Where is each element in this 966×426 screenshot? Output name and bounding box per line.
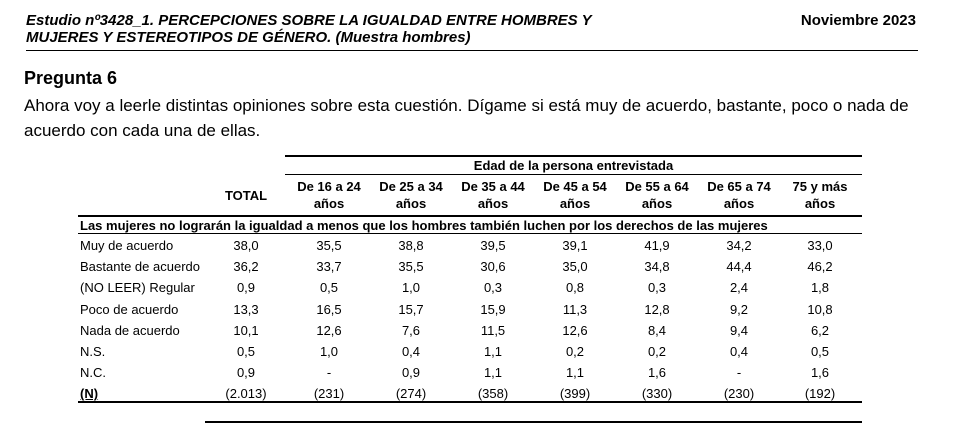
row-value: 9,4	[729, 322, 749, 338]
row-label: (NO LEER) Regular	[80, 280, 195, 296]
n-row-value: (358)	[477, 386, 509, 402]
age-header-1-line-2: años	[313, 196, 345, 211]
document-header	[26, 10, 918, 51]
age-header-6-line-2: años	[723, 196, 755, 211]
row-label: Bastante de acuerdo	[80, 259, 200, 275]
row-value: 35,5	[398, 259, 424, 275]
n-row-value: (230)	[723, 386, 755, 402]
row-value: 1,1	[483, 365, 503, 381]
question-text: Ahora voy a leerle distintas opiniones sobre esta cuestión. Dígame si está muy de acuerdo, bastante, poco o nada de acuerdo con cada una de ellas.	[24, 96, 909, 140]
row-value: 0,9	[236, 280, 256, 296]
study-title	[26, 12, 666, 46]
row-value: 8,4	[647, 322, 667, 338]
group-header: Edad de la persona entrevistada	[473, 158, 674, 173]
total-header: TOTAL	[224, 188, 268, 203]
row-value: -	[736, 365, 742, 381]
age-header-4-line-1: De 45 a 54	[543, 179, 607, 194]
row-value: 0,3	[647, 280, 667, 296]
section-underline	[78, 233, 862, 234]
row-value: 1,0	[401, 280, 421, 296]
row-label: Nada de acuerdo	[80, 322, 180, 338]
row-value: 6,2	[810, 322, 830, 338]
row-value: 13,3	[233, 301, 259, 317]
row-value: 11,3	[562, 301, 588, 317]
n-row-value: (231)	[313, 386, 345, 402]
row-value: 39,5	[480, 238, 506, 253]
next-table-top-rule	[205, 421, 862, 423]
row-label: N.C.	[80, 365, 106, 381]
row-value: 1,6	[647, 365, 667, 381]
row-value: 41,9	[644, 238, 670, 253]
row-value: 1,1	[565, 365, 585, 381]
row-value: 15,9	[480, 301, 506, 317]
row-value: 0,5	[810, 344, 830, 359]
row-value: 33,7	[316, 259, 342, 275]
row-value: 2,4	[729, 280, 749, 296]
row-value: 0,4	[401, 344, 421, 359]
row-value: 0,9	[236, 365, 256, 381]
row-value: 38,0	[233, 238, 259, 253]
row-label: N.S.	[80, 344, 106, 359]
n-row-label: (N)	[80, 386, 99, 402]
row-label: Poco de acuerdo	[80, 301, 179, 317]
age-header-4-line-2: años	[559, 196, 591, 211]
row-value: 16,5	[316, 301, 342, 317]
study-title-line-2: MUJERES Y ESTEREOTIPOS DE GÉNERO. (Muestra hombres)	[26, 29, 471, 46]
row-value: 1,8	[810, 280, 830, 296]
row-value: 0,3	[483, 280, 503, 296]
row-value: 0,8	[565, 280, 585, 296]
row-value: 0,2	[647, 344, 667, 359]
row-value: 0,2	[565, 344, 585, 359]
row-value: 10,8	[807, 301, 833, 317]
row-value: 1,1	[483, 344, 503, 359]
row-value: 12,8	[644, 301, 670, 317]
row-value: 44,4	[726, 259, 752, 275]
row-value: 0,5	[236, 344, 256, 359]
row-value: 1,0	[319, 344, 339, 359]
header-bottom-rule	[78, 215, 862, 217]
row-value: 0,5	[319, 280, 339, 296]
n-row-value: (399)	[559, 386, 591, 402]
age-header-2-line-1: De 25 a 34	[379, 179, 443, 194]
row-value: 35,0	[562, 259, 588, 275]
row-value: 33,0	[807, 238, 833, 253]
group-header-underline	[285, 174, 862, 175]
row-value: 12,6	[562, 322, 588, 338]
question-label: Pregunta 6	[24, 68, 118, 88]
n-row-value: (192)	[804, 386, 836, 402]
study-date: Noviembre 2023	[800, 12, 916, 29]
age-header-2-line-2: años	[395, 196, 427, 211]
row-value: 46,2	[807, 259, 833, 275]
section-title: Las mujeres no lograrán la igualdad a menos que los hombres también luchen por los derechos de las mujeres	[80, 218, 768, 233]
age-header-6-line-1: De 65 a 74	[707, 179, 771, 194]
row-value: 36,2	[233, 259, 259, 275]
age-header-7-line-2: años	[804, 196, 836, 211]
n-row-value: (2.013)	[225, 386, 267, 402]
row-value: 39,1	[562, 238, 588, 253]
age-header-3-line-2: años	[477, 196, 509, 211]
row-value: -	[326, 365, 332, 381]
row-value: 9,2	[729, 301, 749, 317]
age-header-3-line-1: De 35 a 44	[461, 179, 525, 194]
row-value: 38,8	[398, 238, 424, 253]
row-value: 11,5	[480, 322, 506, 338]
row-value: 15,7	[398, 301, 424, 317]
row-value: 0,9	[401, 365, 421, 381]
age-header-1-line-1: De 16 a 24	[297, 179, 361, 194]
row-value: 0,4	[729, 344, 749, 359]
row-value: 34,8	[644, 259, 670, 275]
row-value: 7,6	[401, 322, 421, 338]
row-value: 34,2	[726, 238, 752, 253]
page-top-fragment	[26, 0, 66, 3]
n-row-value: (274)	[395, 386, 427, 402]
row-label: Muy de acuerdo	[80, 238, 174, 253]
table-top-rule	[285, 155, 862, 157]
age-header-5-line-2: años	[641, 196, 673, 211]
row-value: 10,1	[233, 322, 259, 338]
row-value: 12,6	[316, 322, 342, 338]
age-header-7-line-1: 75 y más	[792, 179, 848, 194]
row-value: 1,6	[810, 365, 830, 381]
age-header-5-line-1: De 55 a 64	[625, 179, 689, 194]
n-row-value: (330)	[641, 386, 673, 402]
row-value: 30,6	[480, 259, 506, 275]
study-title-line-1: Estudio nº3428_1. PERCEPCIONES SOBRE LA IGUALDAD ENTRE HOMBRES Y	[26, 12, 592, 29]
row-value: 35,5	[316, 238, 342, 253]
